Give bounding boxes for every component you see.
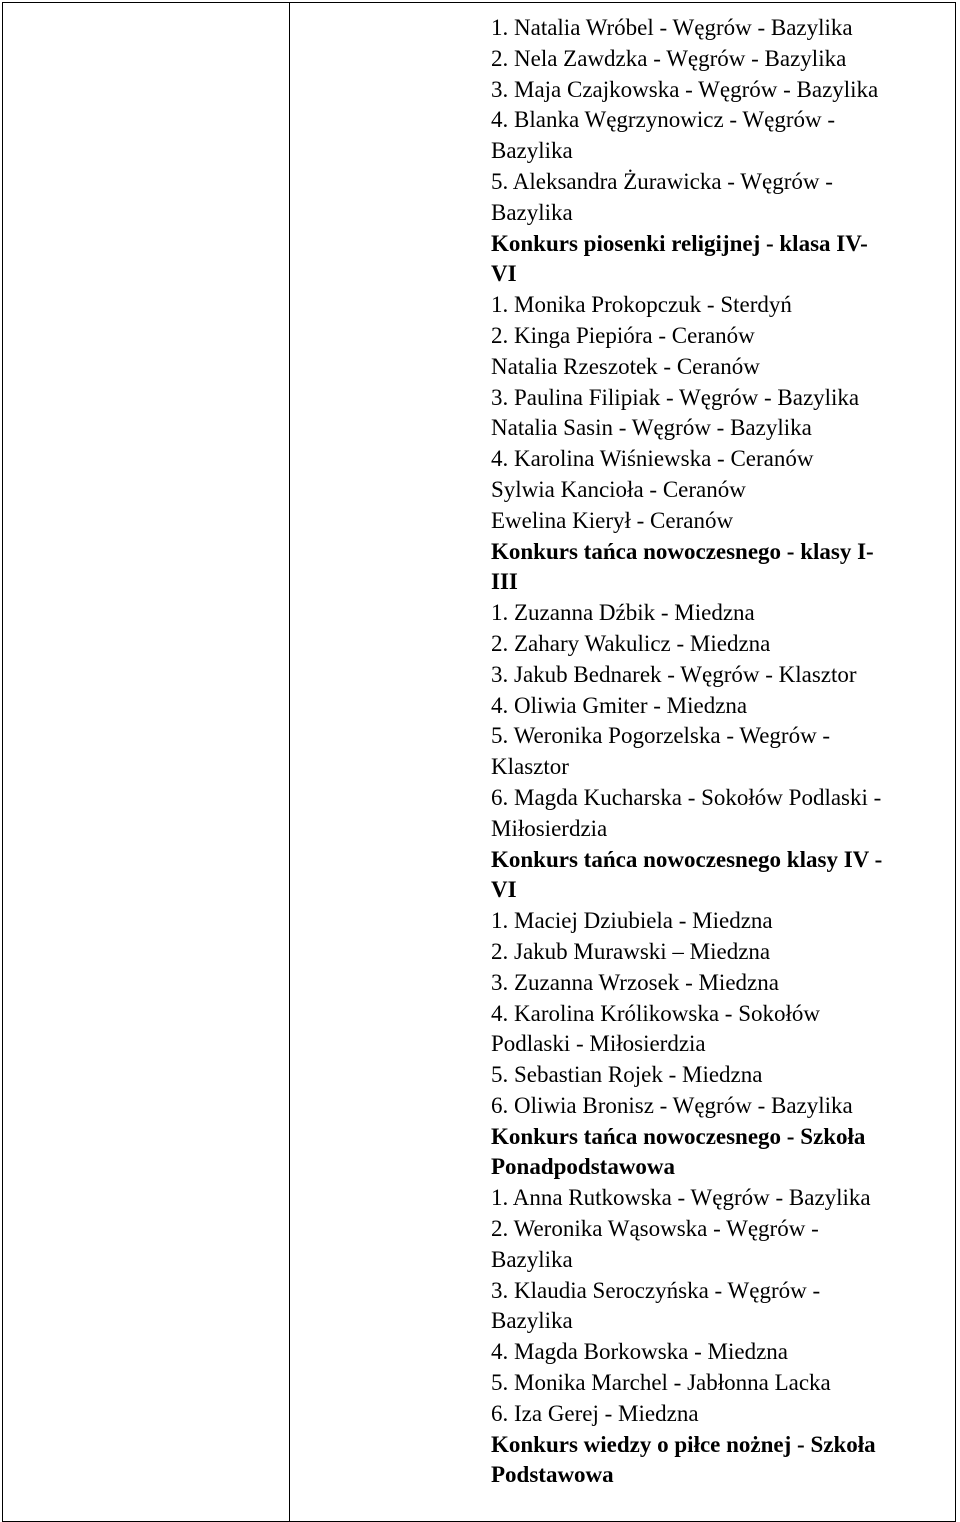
entry-line: 2. Nela Zawdzka - Węgrów - Bazylika: [491, 45, 847, 71]
entry-line: 1. Maciej Dziubiela - Miedzna: [491, 908, 773, 934]
entry-line: Miłosierdzia: [491, 815, 608, 841]
entry-line: 3. Paulina Filipiak - Węgrów - Bazylika: [491, 384, 860, 410]
section-heading-line: Konkurs wiedzy o piłce nożnej - Szkoła: [491, 1431, 876, 1457]
entry-line: Klasztor: [491, 754, 569, 780]
entry-line: Bazylika: [491, 138, 573, 164]
entry-line: Ewelina Kierył - Ceranów: [491, 507, 734, 533]
entry-line: 5. Aleksandra Żurawicka - Węgrów -: [491, 168, 833, 194]
table-left-cell: [3, 3, 290, 1521]
entry-line: 2. Weronika Wąsowska - Węgrów -: [491, 1216, 819, 1242]
entry-line: 6. Magda Kucharska - Sokołów Podlaski -: [491, 784, 882, 810]
section-heading-line: Konkurs tańca nowoczesnego klasy IV -: [491, 846, 883, 872]
entry-line: Natalia Rzeszotek - Ceranów: [491, 353, 760, 379]
section-heading-line: III: [491, 569, 518, 595]
section-heading-line: Podstawowa: [491, 1462, 614, 1488]
entry-line: Podlaski - Miłosierdzia: [491, 1031, 706, 1057]
entry-line: 1. Anna Rutkowska - Węgrów - Bazylika: [491, 1185, 871, 1211]
table-right-cell: [290, 3, 955, 1521]
entry-line: 4. Magda Borkowska - Miedzna: [491, 1339, 789, 1365]
entry-line: 5. Monika Marchel - Jabłonna Lacka: [491, 1370, 831, 1396]
section-heading-line: VI: [491, 261, 517, 287]
section-heading-line: Konkurs tańca nowoczesnego - klasy I-: [491, 538, 874, 564]
entry-line: 3. Zuzanna Wrzosek - Miedzna: [491, 969, 779, 995]
entry-line: 3. Klaudia Seroczyńska - Węgrów -: [491, 1277, 821, 1303]
results-table: [2, 2, 956, 1522]
section-heading-line: VI: [491, 877, 517, 903]
section-heading-line: Konkurs piosenki religijnej - klasa IV-: [491, 230, 868, 256]
entry-line: 3. Maja Czajkowska - Węgrów - Bazylika: [491, 76, 879, 102]
entry-line: 4. Karolina Królikowska - Sokołów: [491, 1000, 820, 1026]
entry-line: Bazylika: [491, 1246, 573, 1272]
entry-line: 2. Kinga Piepióra - Ceranów: [491, 322, 755, 348]
section-heading-line: Konkurs tańca nowoczesnego - Szkoła: [491, 1123, 866, 1149]
entry-line: 5. Weronika Pogorzelska - Wegrów -: [491, 723, 831, 749]
entry-line: Natalia Sasin - Węgrów - Bazylika: [491, 415, 812, 441]
entry-line: 2. Jakub Murawski – Miedzna: [491, 938, 771, 964]
entry-line: Bazylika: [491, 199, 573, 225]
entry-line: 4. Oliwia Gmiter - Miedzna: [491, 692, 748, 718]
entry-line: 4. Karolina Wiśniewska - Ceranów: [491, 446, 814, 472]
entry-line: 3. Jakub Bednarek - Węgrów - Klasztor: [491, 661, 857, 687]
entry-line: 4. Blanka Węgrzynowicz - Węgrów -: [491, 107, 836, 133]
entry-line: 1. Monika Prokopczuk - Sterdyń: [491, 292, 792, 318]
entry-line: Sylwia Kancioła - Ceranów: [491, 476, 746, 502]
entry-line: 6. Oliwia Bronisz - Węgrów - Bazylika: [491, 1092, 853, 1118]
entry-line: 2. Zahary Wakulicz - Miedzna: [491, 630, 771, 656]
entry-line: 1. Natalia Wróbel - Węgrów - Bazylika: [491, 15, 853, 40]
section-heading-line: Ponadpodstawowa: [491, 1154, 676, 1180]
entry-line: 5. Sebastian Rojek - Miedzna: [491, 1062, 763, 1088]
entry-line: 6. Iza Gerej - Miedzna: [491, 1400, 699, 1426]
entry-line: 1. Zuzanna Dźbik - Miedzna: [491, 600, 755, 626]
entry-line: Bazylika: [491, 1308, 573, 1334]
